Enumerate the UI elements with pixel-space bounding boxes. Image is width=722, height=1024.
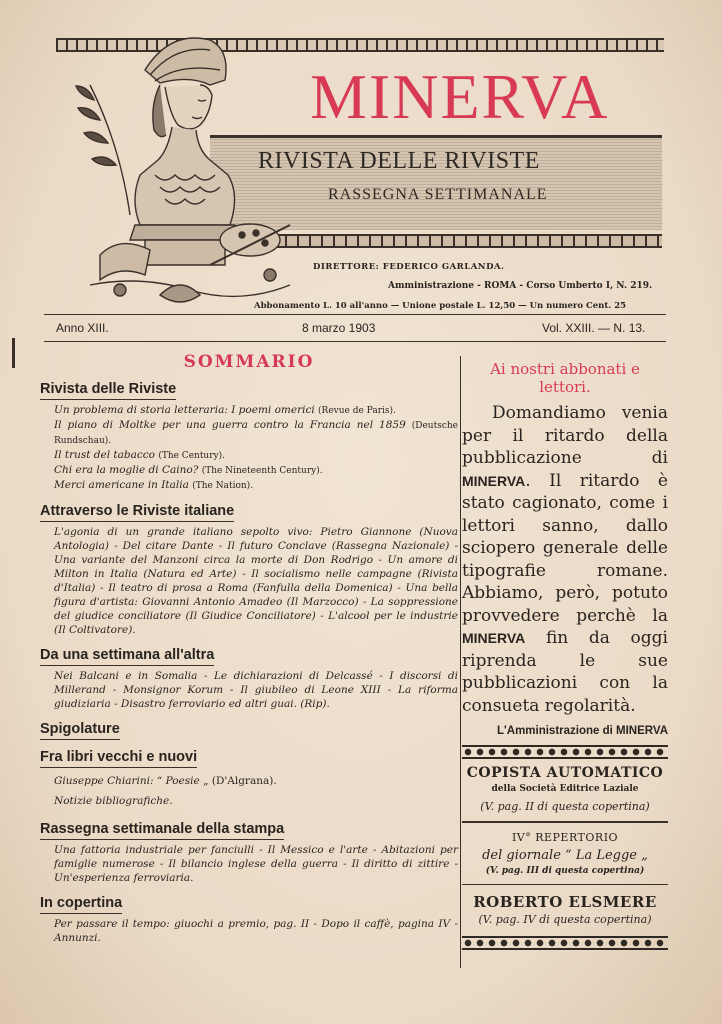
section-entries [40,771,458,811]
section-entries [40,669,458,711]
dateline [44,314,666,342]
column-divider [460,356,461,968]
magazine-title: MINERVA [310,61,610,132]
section-heading: Da una settimana all'altra [40,647,214,666]
ornament-divider [462,745,668,759]
section-heading: Rassegna settimanale della stampa [40,821,284,840]
subtitle-rassegna: RASSEGNA SETTIMANALE [328,186,548,203]
list-item: Giuseppe Chiarini: “ Poesie „ (D'Algrana). [54,775,277,787]
subscription-line: Abbonamento L. 10 all'anno — Unione postale L. 12,50 — Un numero Cent. 25 [254,301,627,311]
section-paragraph: Una fattoria industriale per fanciulli - Il Messico e l'arte - Abitazioni per famiglie numerose - Il bilancio inglese della guerra - Il diritto di zittire - Un'esperienza ferroviaria. [54,844,458,884]
list-item: Un problema di storia letteraria: I poemi omerici (Revue de Paris). [54,404,396,416]
ad-copista-ref: (V. pag. II di questa copertina) [480,800,650,813]
ad-repertorio-ref: (V. pag. III di questa copertina) [485,865,645,876]
section-entries [40,917,458,945]
list-item: Notizie bibliografiche. [54,795,173,807]
issue-volume: Vol. XXIII. — N. 13. [542,321,646,335]
administration-line: Amministrazione - ROMA - Corso Umberto I, N. 219. [388,281,653,291]
list-item: Merci americane in Italia (The Nation). [54,479,254,491]
section-heading: Spigolature [40,721,120,740]
sommario-column [40,352,458,952]
issue-date: 8 marzo 1903 [302,321,376,335]
section-heading: Fra libri vecchi e nuovi [40,749,197,768]
list-item: Il trust del tabacco (The Century). [54,449,225,461]
section-entries [40,525,458,637]
minerva-bust-illustration [60,25,300,325]
section-paragraph: L'agonia di un grande italiano sepolto vivo: Pietro Giannone (Nuova Antologia) - Del citare Dante - Il futuro Conclave (Rassegna Nazionale) - Una variante del Manzoni circa la morte di Don Rodrigo - Un amore di Milton in Italia (Natura ed Arte) - Il socialismo nelle campagne (Rivista d'Italia) - Il teatro di prosa a Roma (Fanfulla della Domenica) - Una bella figura d'artista: Giovanni Antonio Amadeo (Il Marzocco) - La soppressione del giudice conciliatore (Il Giudice Conciliatore) - L'alcool per le industrie (Il Coltivatore). [54,526,458,636]
section-entries [40,843,458,885]
ad-repertorio-line: del giornale “ La Legge „ [482,847,648,863]
list-item: Chi era la moglie di Caino? (The Nineteenth Century). [54,464,323,476]
notice-column [462,360,668,956]
director-line: DIRETTORE: FEDERICO GARLANDA. [313,262,505,272]
sommario-heading: SOMMARIO [183,352,315,372]
ad-copista-sub: della Società Editrice Laziale [491,784,639,794]
section-entries [40,403,458,493]
issue-year: Anno XIII. [56,321,109,335]
margin-mark [12,338,15,368]
divider [462,884,668,886]
section-paragraph: Per passare il tempo: giuochi a premio, pag. II - Dopo il caffè, pagina IV - Annunzi. [54,918,458,944]
subtitle-rivista: RIVISTA DELLE RIVISTE [258,148,540,174]
ad-elsmere-ref: (V. pag. IV di questa copertina) [478,913,652,926]
ad-copista-title: COPISTA AUTOMATICO [466,765,664,781]
notice-body: Domandiamo venia per il ritardo della pubblicazione di MINERVA. Il ritardo è stato cagionato, come i lettori sanno, dallo sciopero generale delle tipografie romane. Abbiamo, però, potuto provvedere perchè la MINERVA fin da oggi riprenda le sue pubblicazioni con la consueta regolarità. [462,403,668,716]
divider [462,821,668,823]
ad-elsmere-title: ROBERTO ELSMERE [473,893,657,911]
section-heading: Rivista delle Riviste [40,381,176,400]
greek-key-band-mid [258,234,662,248]
ornament-divider [462,936,668,950]
section-paragraph: Nei Balcani e in Somalia - Le dichiarazioni di Delcassé - I discorsi di Millerand - Monsignor Korum - Il giubileo di Leone XIII - La riforma giudiziaria - Disastro ferroviario ed altri guai. (Rip). [54,670,458,710]
notice-title: Ai nostri abbonati e lettori. [490,360,640,396]
ad-repertorio-title: IV° REPERTORIO [511,830,619,844]
notice-signature: L'Amministrazione di MINERVA [497,725,668,737]
section-heading: Attraverso le Riviste italiane [40,503,234,522]
list-item: Il piano di Moltke per una guerra contro la Francia nel 1859 (Deutsche Rundschau). [54,419,458,446]
section-heading: In copertina [40,895,122,914]
